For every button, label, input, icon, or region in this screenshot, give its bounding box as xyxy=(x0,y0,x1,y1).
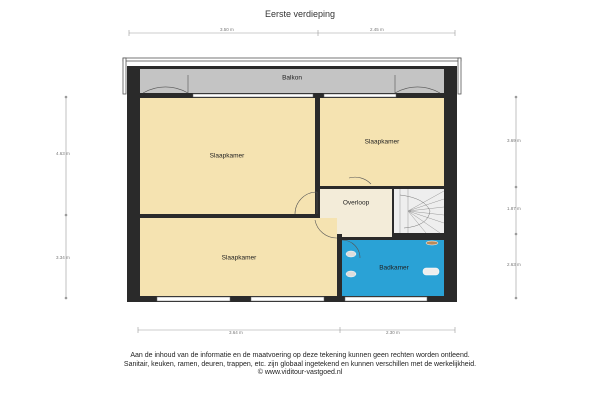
dim-right-lower: 2.63 m xyxy=(507,262,521,267)
disclaimer-line-1: Aan de inhoud van de informatie en de maatvoering op deze tekening kunnen geen rechten worden ontleend. xyxy=(130,352,470,359)
dim-right-middle: 1.87 m xyxy=(507,206,521,211)
dim-left-upper: 4.63 m xyxy=(56,151,70,156)
balcony-railing-right xyxy=(458,58,461,94)
balcony-railing xyxy=(123,58,461,61)
room-label-bedroom-top-right: Slaapkamer xyxy=(364,138,400,146)
room-label-bathroom: Badkamer xyxy=(379,264,409,272)
dim-left-lower: 3.34 m xyxy=(56,255,70,260)
disclaimer xyxy=(0,352,600,378)
stairs-area xyxy=(394,189,444,233)
dim-bottom-left: 3.64 m xyxy=(229,330,243,335)
room-label-landing: Overloop xyxy=(342,199,370,207)
room-label-bedroom-top-left: Slaapkamer xyxy=(209,152,245,160)
disclaimer-line-2: Sanitair, keuken, ramen, deuren, trappen, etc. zijn globaal ingetekend en kunnen verschillen met de werkelijkheid. xyxy=(123,360,477,368)
room-label-balkon: Balkon xyxy=(282,74,302,82)
plan-title: Eerste verdieping xyxy=(264,9,336,19)
dim-top-left: 3.50 m xyxy=(220,27,234,32)
disclaimer-link[interactable]: © www.viditour-vastgoed.nl xyxy=(257,369,343,376)
dim-bottom-right: 2.30 m xyxy=(386,330,400,335)
dim-top-right: 2.45 m xyxy=(370,27,384,32)
balcony-railing-left xyxy=(123,58,126,94)
dim-right-upper: 3.69 m xyxy=(507,138,521,143)
room-label-bedroom-bottom: Slaapkamer xyxy=(221,254,257,262)
